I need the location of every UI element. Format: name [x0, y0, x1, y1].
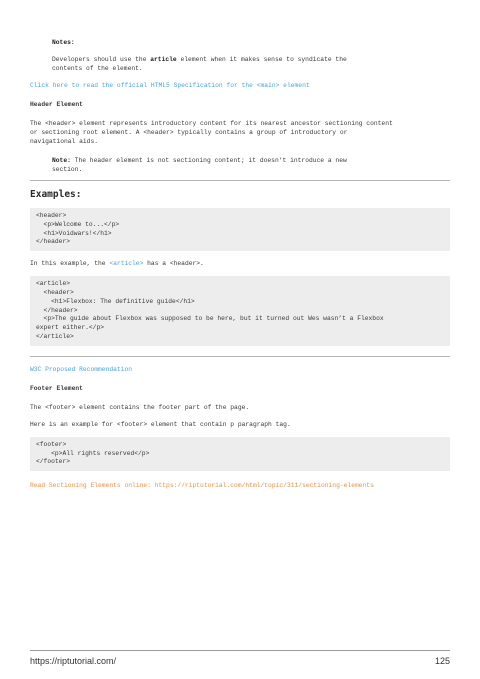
article-keyword: article [150, 56, 177, 63]
header-note-line-2: section. [52, 166, 83, 173]
header-note [30, 156, 450, 174]
header-desc-line-3: navigational aids. [30, 138, 99, 145]
notes-line-1: Developers should use the article element when it makes sense to syndicate the [52, 56, 347, 63]
read-online-link[interactable]: Read Sectioning Elements online: https://riptutorial.com/html/topic/311/sectioning-elements [30, 482, 374, 490]
footer-element-title: Footer Element [30, 384, 83, 392]
code-block-footer: <footer> <p>All rights reserved</p> </footer> [30, 437, 450, 471]
page-content [30, 38, 450, 490]
code-block-article: <article> <header> <h1>Flexbox: The definitive guide</h1> </header> <p>The guide about Flexbox was supposed to be here, but it turned out Wes wasn’t a Flexbox expert either.</p> </article> [30, 276, 450, 346]
footer-url[interactable]: https://riptutorial.com/ [30, 656, 117, 666]
footer-desc-1: The <footer> element contains the footer part of the page. [30, 403, 250, 411]
page-number: 125 [434, 656, 450, 666]
notes-block [30, 38, 450, 73]
article-link[interactable]: <article> [109, 260, 144, 268]
spec-link[interactable]: Click here to read the official HTML5 Specification for the <main> element [30, 82, 310, 89]
example-text: In this example, the <article> has a <header>. [30, 260, 204, 268]
footer-desc-2: Here is an example for <footer> element that contain p paragraph tag. [30, 420, 291, 428]
notes-line-2: contents of the element. [52, 65, 143, 72]
header-desc-line-2: or sectioning root element. A <header> typically contains a group of introductory or [30, 129, 348, 136]
notes-label: Notes: [52, 39, 75, 46]
examples-heading: Examples: [30, 189, 82, 200]
header-note-line-1: Note: The header element is not sectioning content; it doesn’t introduce a new [52, 157, 347, 164]
header-element-title: Header Element [30, 101, 83, 108]
footer-divider [30, 650, 450, 651]
header-desc-line-1: The <header> element represents introductory content for its nearest ancestor sectioning content [30, 120, 393, 127]
w3c-link[interactable]: W3C Proposed Recommendation [30, 365, 133, 373]
code-block-header: <header> <p>Welcome to...</p> <h1>Voidwars!</h1> </header> [30, 208, 450, 251]
